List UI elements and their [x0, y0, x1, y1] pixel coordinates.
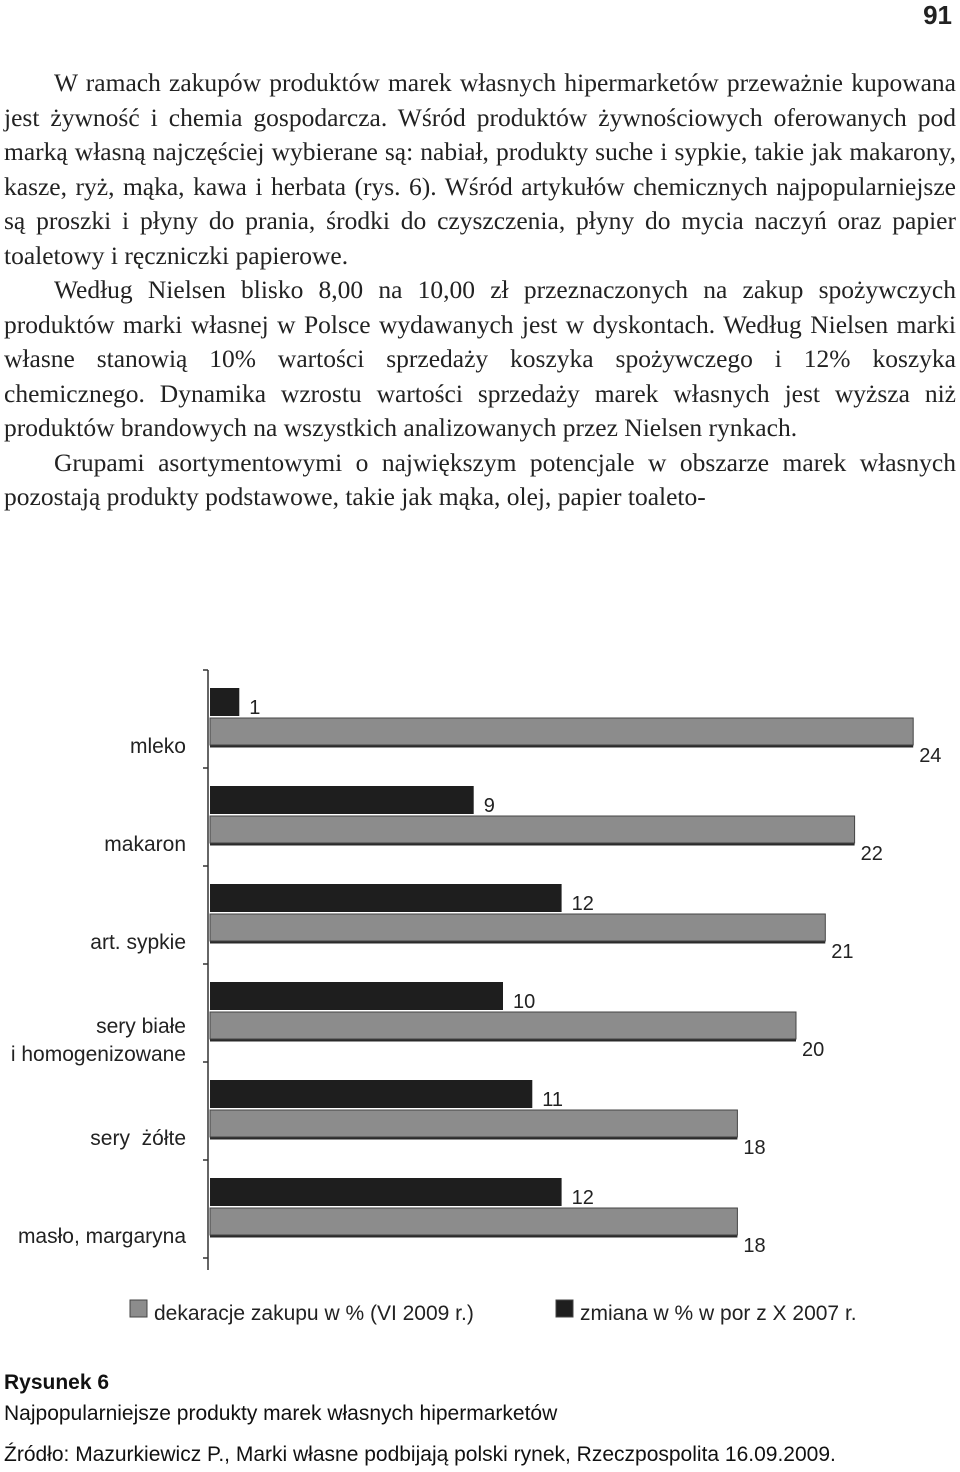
- paragraph-2: Według Nielsen blisko 8,00 na 10,00 zł przeznaczonych na zakup spożywczych produktów marki własnej w Polsce wydawanych jest w dyskontach. Według Nielsen marki własne stanowią 10% wartości sprzedaży koszyka spożywczego i 12% koszyka chemicznego. Dynamika wzrostu wartości sprzedaży marek własnych jest wyższa niż produktów brandowych na wszystkich analizowanych przez Nielsen rynkach.: [4, 275, 956, 442]
- bar-declaration: [210, 816, 855, 843]
- body-text: [4, 66, 956, 515]
- data-label-change: 9: [483, 795, 495, 817]
- category-label: masło, margaryna: [17, 1225, 186, 1248]
- legend-label: dekaracje zakupu w % (VI 2009 r.): [154, 1302, 474, 1325]
- data-label-change: 1: [249, 697, 261, 719]
- bar-chart: [0, 660, 960, 1340]
- figure-source: Źródło: Mazurkiewicz P., Marki własne podbijają polski rynek, Rzeczpospolita 16.09.2009.: [4, 1443, 836, 1466]
- bar-declaration: [210, 718, 913, 745]
- data-label-declaration: 20: [802, 1039, 825, 1061]
- paragraph-1: W ramach zakupów produktów marek własnych hipermarketów przeważnie kupowana jest żywność i chemia gospodarcza. Wśród produktów żywnościowych oferowanych pod marką własną najczęściej wybierane są: nabiał, produkty suche i sypkie, takie jak makarony, kasze, ryż, mąka, kawa i herbata (rys. 6). Wśród artykułów chemicznych najpopularniejsze są proszki i płyny do prania, środki do czyszczenia, płyny do mycia naczyń oraz papier toaletowy i ręczniczki papierowe.: [4, 68, 956, 270]
- bar-declaration: [210, 1208, 737, 1235]
- bar-change: [210, 786, 474, 814]
- category-label: sery żółte: [90, 1127, 186, 1150]
- bar-change: [210, 688, 239, 716]
- bar-declaration: [210, 1012, 796, 1039]
- category-label: mleko: [129, 735, 186, 758]
- category-label: i homogenizowane: [10, 1043, 186, 1066]
- data-label-change: 12: [571, 1187, 594, 1209]
- data-label-change: 11: [542, 1089, 564, 1111]
- data-label-declaration: 22: [860, 843, 883, 865]
- page-number: 91: [923, 0, 952, 30]
- bar-change: [210, 982, 503, 1010]
- category-label: art. sypkie: [90, 931, 186, 954]
- paragraph-3: Grupami asortymentowymi o największym potencjale w obszarze marek własnych pozostają produkty podstawowe, takie jak mąka, olej, papier toaleto-: [4, 447, 956, 511]
- bar-change: [210, 1080, 532, 1108]
- legend-swatch: [556, 1300, 573, 1317]
- data-label-declaration: 18: [743, 1235, 766, 1257]
- bar-change: [210, 884, 562, 912]
- figure-subtitle: Najpopularniejsze produkty marek własnych hipermarketów: [4, 1402, 558, 1425]
- legend-swatch: [130, 1300, 147, 1317]
- bar-change: [210, 1178, 562, 1206]
- bar-declaration: [210, 914, 825, 941]
- figure-title: Rysunek 6: [4, 1371, 110, 1394]
- data-label-declaration: 24: [919, 745, 942, 767]
- legend-label: zmiana w % w por z X 2007 r.: [580, 1302, 857, 1325]
- data-label-declaration: 18: [743, 1137, 766, 1159]
- category-label: makaron: [104, 833, 186, 856]
- data-label-declaration: 21: [831, 941, 854, 963]
- category-label: sery białe: [96, 1015, 186, 1038]
- bar-declaration: [210, 1110, 737, 1137]
- data-label-change: 12: [571, 893, 594, 915]
- data-label-change: 10: [513, 991, 536, 1013]
